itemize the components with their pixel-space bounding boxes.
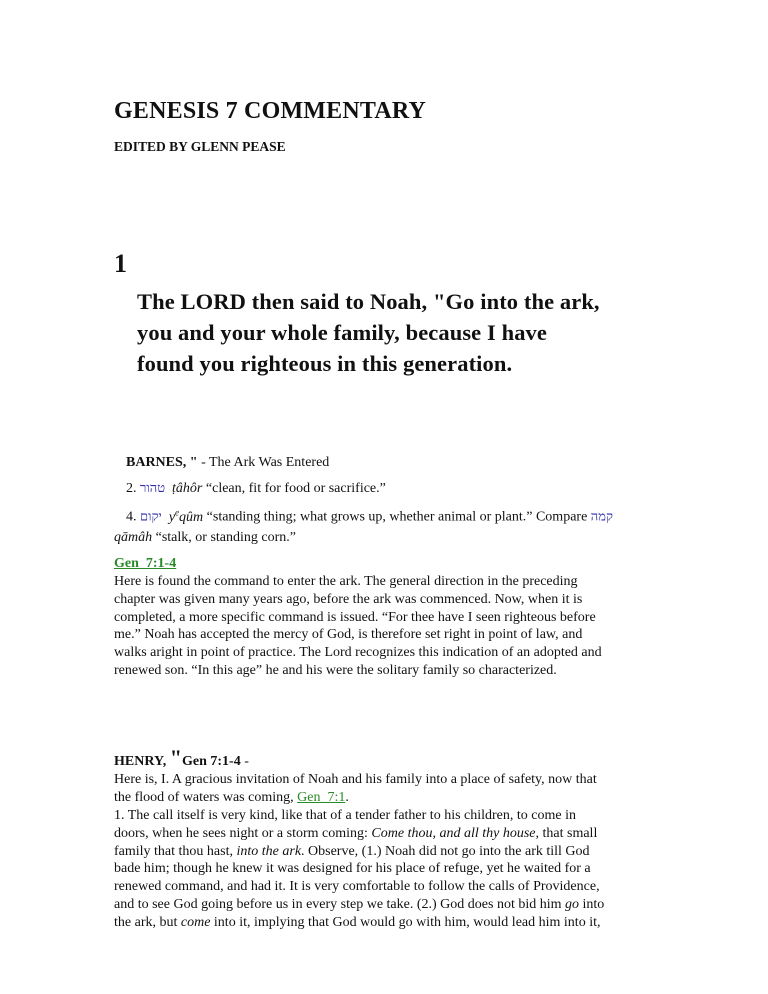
barnes-heading-line — [126, 455, 329, 471]
henry-dash: - — [240, 754, 249, 769]
page-title: GENESIS 7 COMMENTARY — [114, 98, 427, 124]
henry-heading-line — [114, 745, 249, 771]
barnes-heading: - The Ark Was Entered — [197, 455, 330, 470]
paragraph-line: renewed command, and had it. It is very comfortable to follow the calls of Providence, — [114, 879, 600, 895]
henry-label: HENRY, — [114, 754, 170, 769]
paragraph-line: family that thou hast, into the ark. Observe, (1.) Noah did not go into the ark till God — [114, 843, 590, 859]
paragraph-line: walks aright in point of practice. The Lord recognizes this indication of an adopted and — [114, 645, 602, 661]
henry-reference: Gen 7:1-4 — [182, 754, 241, 769]
note-1-number: 2. — [126, 481, 140, 496]
paragraph-line: Here is found the command to enter the ark. The general direction in the preceding — [114, 574, 578, 589]
note-2-compare-transliteration: qāmâh — [114, 530, 153, 545]
henry-verse-link[interactable]: Gen_7:1 — [297, 789, 346, 805]
note-2-number: 4. — [126, 509, 140, 525]
paragraph-line: bade him; though he knew it was designed for his place of refuge, yet he waited for a — [114, 861, 591, 877]
henry-quote: " — [169, 745, 182, 770]
henry-paragraph-2 — [114, 807, 654, 932]
barnes-paragraph — [114, 573, 654, 680]
barnes-reference-link[interactable]: Gen_7:1-4 — [114, 556, 177, 571]
note-1-text: “clean, fit for food or sacrifice.” — [202, 481, 386, 496]
paragraph-line: the ark, but come into it, implying that God would go with him, would lead him into it, — [114, 914, 601, 930]
note-1-transliteration: ṭâhôr — [172, 481, 203, 496]
paragraph-line: doors, when he sees night or a storm coming: Come thou, and all thy house, that small — [114, 825, 598, 841]
barnes-note-2 — [126, 507, 613, 526]
paragraph-line: the flood of waters was coming, Gen_7:1. — [114, 789, 349, 805]
barnes-note-1 — [126, 480, 386, 497]
paragraph-line: chapter was given many years ago, before the ark was commenced. Now, when it is — [114, 591, 583, 607]
verse-number: 1 — [114, 249, 127, 278]
note-2-compare-text: “stalk, or standing corn.” — [152, 530, 296, 545]
barnes-label: BARNES, " — [126, 455, 198, 470]
note-2-hebrew-compare: קמה — [590, 509, 613, 525]
verse-line-1: The LORD then said to Noah, "Go into the ark, — [137, 289, 600, 314]
verse-line-3: found you righteous in this generation. — [137, 351, 513, 376]
barnes-note-2-continued — [114, 530, 296, 546]
note-2-hebrew: יקום — [140, 509, 162, 525]
note-1-hebrew: טהור — [140, 481, 166, 496]
verse-line-2: you and your whole family, because I have — [137, 320, 547, 345]
henry-paragraph-1 — [114, 771, 654, 807]
note-2-text: “standing thing; what grows up, whether animal or plant.” Compare — [203, 509, 591, 525]
paragraph-line: Here is, I. A gracious invitation of Noah and his family into a place of safety, now that — [114, 772, 597, 787]
paragraph-line: completed, a more specific command is issued. “For thee have I seen righteous before — [114, 609, 596, 625]
paragraph-line: me.” Noah has accepted the mercy of God, is therefore set right in point of law, and — [114, 627, 583, 643]
paragraph-line: 1. The call itself is very kind, like that of a tender father to his children, to come in — [114, 808, 576, 823]
editor-credit: EDITED BY GLENN PEASE — [114, 139, 286, 154]
note-2-transliteration: $y^eqûm$ — [168, 507, 204, 525]
paragraph-line: and to see God going before us in every step we take. (2.) God does not bid him go into — [114, 896, 605, 912]
paragraph-line: renewed son. “In this age” he and his were the solitary family so characterized. — [114, 662, 557, 678]
